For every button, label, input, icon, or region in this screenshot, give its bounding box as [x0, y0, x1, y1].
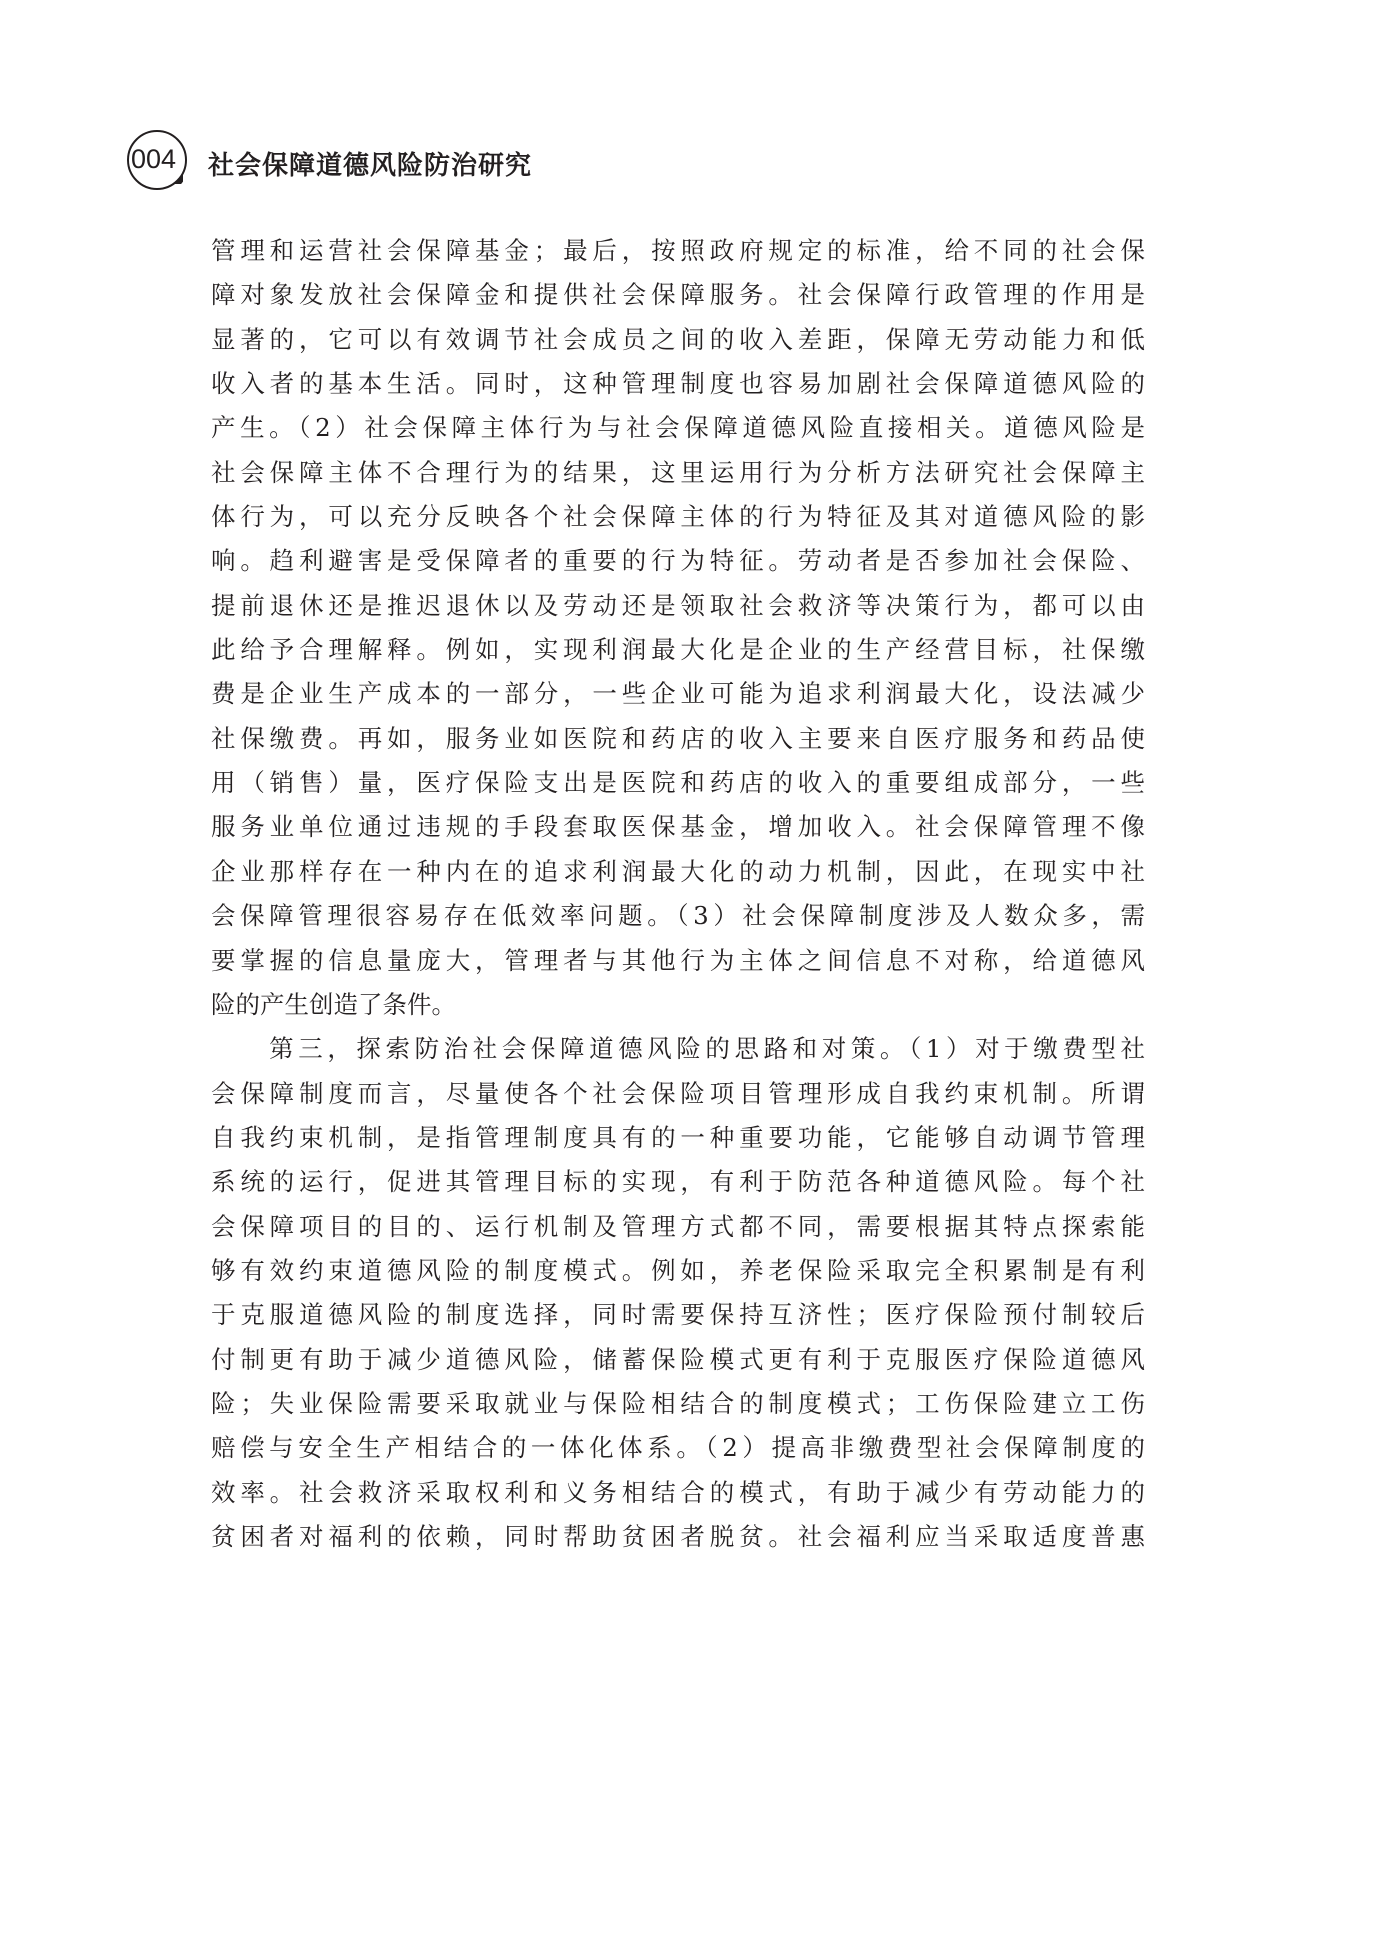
body-line: 此给予合理解释。例如，实现利润最大化是企业的生产经营目标，社保缴 [211, 635, 1145, 665]
body-line: 社保缴费。再如，服务业如医院和药店的收入主要来自医疗服务和药品使 [211, 723, 1145, 753]
body-line: 效率。社会救济采取权利和义务相结合的模式，有助于减少有劳动能力的 [211, 1477, 1145, 1507]
body-line: 费是企业生产成本的一部分，一些企业可能为追求利润最大化，设法减少 [211, 679, 1145, 709]
body-line: 会保障制度而言，尽量使各个社会保险项目管理形成自我约束机制。所谓 [211, 1078, 1145, 1108]
body-line: 会保障管理很容易存在低效率问题。（3）社会保障制度涉及人数众多，需 [211, 901, 1145, 931]
body-line: 付制更有助于减少道德风险，储蓄保险模式更有利于克服医疗保险道德风 [211, 1344, 1145, 1374]
body-line: 提前退休还是推迟退休以及劳动还是领取社会救济等决策行为，都可以由 [211, 590, 1145, 620]
body-line: 收入者的基本生活。同时，这种管理制度也容易加剧社会保障道德风险的 [211, 369, 1145, 399]
body-line: 产生。（2）社会保障主体行为与社会保障道德风险直接相关。道德风险是 [211, 413, 1145, 443]
body-line: 赔偿与安全生产相结合的一体化体系。（2）提高非缴费型社会保障制度的 [211, 1433, 1145, 1463]
body-line: 管理和运营社会保障基金；最后，按照政府规定的标准，给不同的社会保 [211, 236, 1145, 265]
body-line: 险的产生创造了条件。 [211, 989, 456, 1019]
body-line: 用（销售）量，医疗保险支出是医院和药店的收入的重要组成部分，一些 [211, 768, 1145, 798]
body-line: 社会保障主体不合理行为的结果，这里运用行为分析方法研究社会保障主 [211, 457, 1145, 487]
body-line: 服务业单位通过违规的手段套取医保基金，增加收入。社会保障管理不像 [211, 812, 1145, 842]
body-line: 险；失业保险需要采取就业与保险相结合的制度模式；工伤保险建立工伤 [211, 1388, 1145, 1418]
body-line: 障对象发放社会保障金和提供社会保障服务。社会保障行政管理的作用是 [211, 280, 1145, 310]
body-line: 响。趋利避害是受保障者的重要的行为特征。劳动者是否参加社会保险、 [211, 546, 1145, 576]
body-line: 于克服道德风险的制度选择，同时需要保持互济性；医疗保险预付制较后 [211, 1300, 1145, 1330]
body-line: 显著的，它可以有效调节社会成员之间的收入差距，保障无劳动能力和低 [211, 324, 1145, 354]
body-line: 贫困者对福利的依赖，同时帮助贫困者脱贫。社会福利应当采取适度普惠 [211, 1521, 1145, 1551]
body-line: 会保障项目的目的、运行机制及管理方式都不同，需要根据其特点探索能 [211, 1211, 1145, 1241]
running-title: 社会保障道德风险防治研究 [208, 151, 533, 181]
body-line: 企业那样存在一种内在的追求利润最大化的动力机制，因此，在现实中社 [211, 856, 1145, 886]
body-text [211, 229, 1145, 1559]
body-line: 第三，探索防治社会保障道德风险的思路和对策。（1）对于缴费型社 [211, 1034, 1145, 1064]
page-number: 004 [131, 144, 177, 174]
page-header [127, 130, 1027, 194]
body-line: 自我约束机制，是指管理制度具有的一种重要功能，它能够自动调节管理 [211, 1122, 1145, 1152]
body-line: 够有效约束道德风险的制度模式。例如，养老保险采取完全积累制是有利 [211, 1255, 1145, 1285]
body-line: 体行为，可以充分反映各个社会保障主体的行为特征及其对道德风险的影 [211, 502, 1145, 532]
body-line: 要掌握的信息量庞大，管理者与其他行为主体之间信息不对称，给道德风 [211, 945, 1145, 975]
body-line: 系统的运行，促进其管理目标的实现，有利于防范各种道德风险。每个社 [211, 1167, 1145, 1197]
